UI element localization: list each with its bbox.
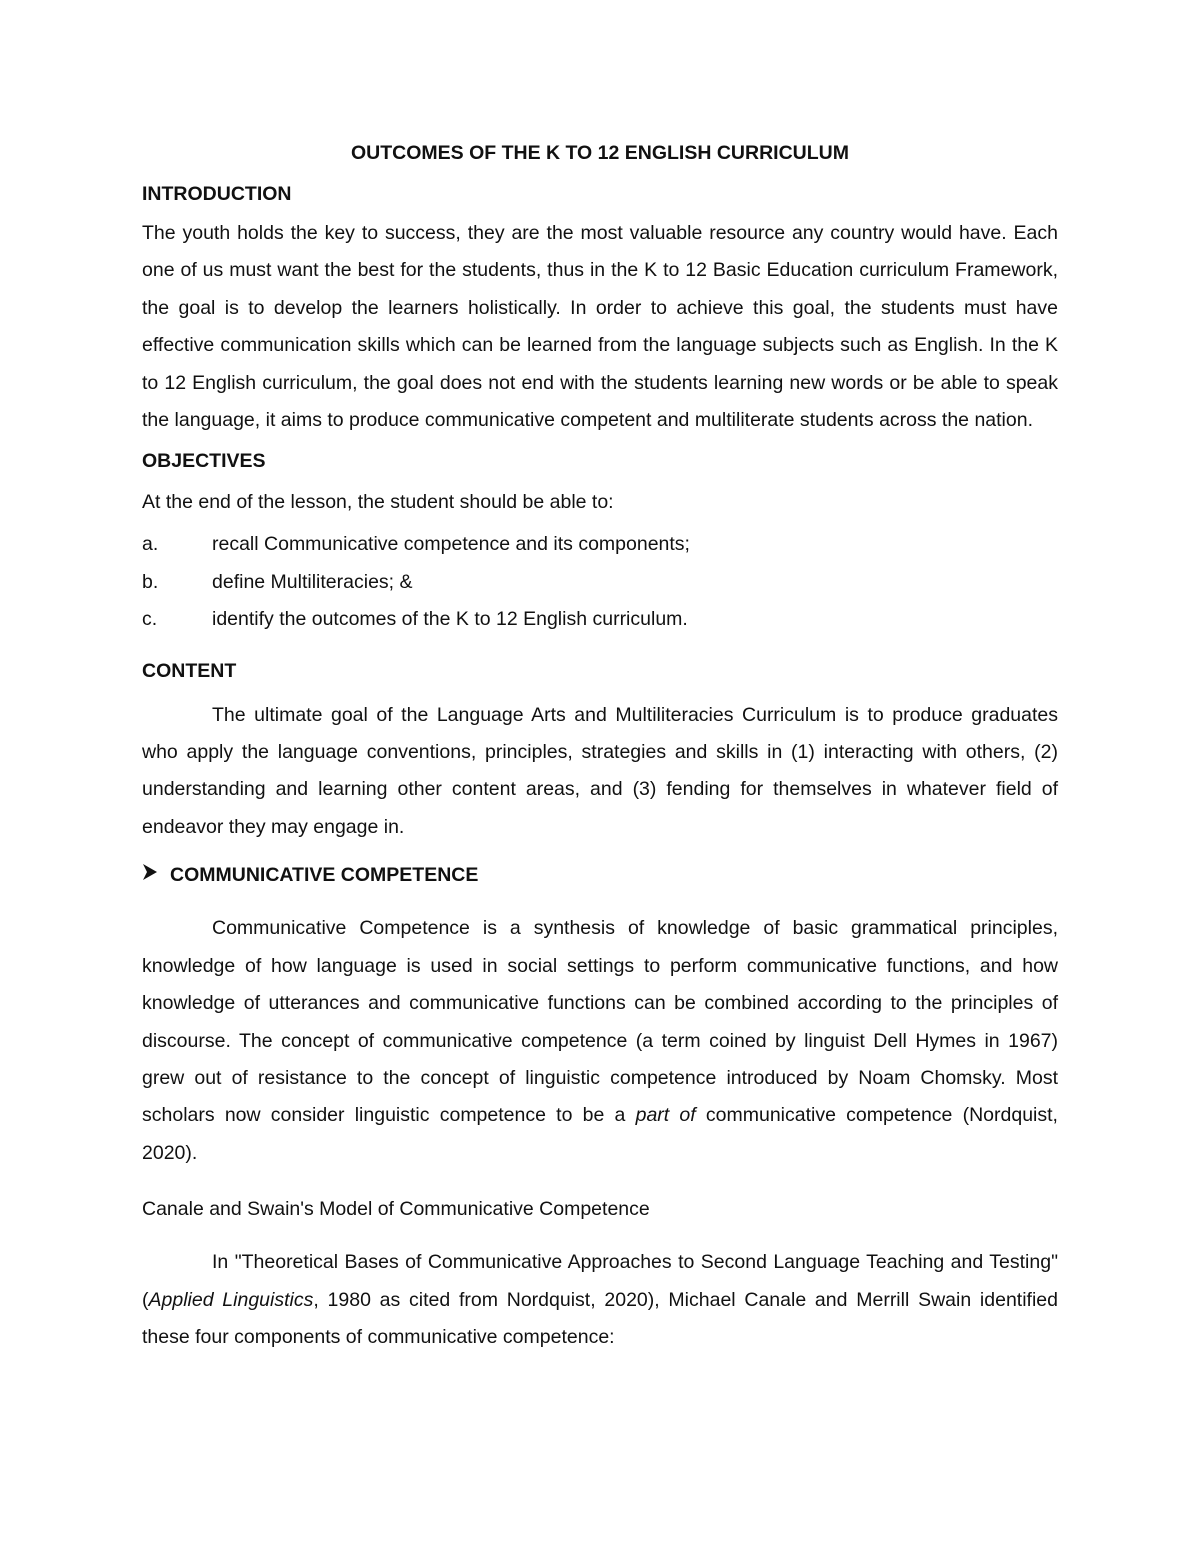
- objective-item: [142, 601, 1058, 638]
- cc-paragraph-italic: part of: [635, 1104, 696, 1127]
- objectives-heading: OBJECTIVES: [142, 450, 266, 473]
- cc-paragraph-main: Communicative Competence is a synthesis of knowledge of basic grammatical principles, knowledge of how language is used in social settings to perform communicative functions, and how knowledge of utterances and communicative functions can be combined according to the principles of discourse. The concept of communicative competence (a term coined by linguist Dell Hymes in 1967) grew out of resistance to the concept of linguistic competence introduced by Noam Chomsky. Most scholars now consider linguistic competence to be a: [142, 917, 1058, 1127]
- objective-marker: c.: [142, 608, 158, 631]
- objective-text: recall Communicative competence and its components;: [212, 533, 690, 556]
- objective-text: identify the outcomes of the K to 12 English curriculum.: [212, 608, 688, 631]
- objective-marker: a.: [142, 533, 159, 556]
- communicative-competence-paragraph: [142, 910, 1058, 1172]
- objective-item: [142, 564, 1058, 601]
- objective-marker: b.: [142, 570, 159, 593]
- objective-item: [142, 526, 1058, 563]
- cs-paragraph-end: , 1980 as cited from Nordquist, 2020), Michael Canale and Merrill Swain identified these four components of communicative competence:: [142, 1288, 1058, 1348]
- objective-text: define Multiliteracies; &: [212, 570, 413, 593]
- cs-paragraph-italic: Applied Linguistics: [148, 1288, 314, 1311]
- arrow-bullet-icon: [142, 860, 170, 890]
- cs-paragraph-start: In "Theoretical Bases of Communicative Approaches to Second Language Teaching and Testing" (: [142, 1251, 1058, 1311]
- objectives-list: [142, 526, 1058, 638]
- objectives-lead: At the end of the lesson, the student should be able to:: [142, 491, 614, 514]
- document-page: [142, 138, 1058, 1356]
- canale-swain-paragraph: [142, 1244, 1058, 1356]
- content-heading: CONTENT: [142, 659, 237, 682]
- introduction-paragraph: The youth holds the key to success, they are the most valuable resource any country would have. Each one of us must want the best for the students, thus in the K to 12 Basic Education curriculum Framework, the goal is to develop the learners holistically. In order to achieve this goal, the students must have effective communication skills which can be learned from the language subjects such as English. In the K to 12 English curriculum, the goal does not end with the students learning new words or be able to speak the language, it aims to produce communicative competent and multiliterate students across the nation.: [142, 222, 1058, 432]
- communicative-competence-heading: [142, 860, 1058, 890]
- page-title: OUTCOMES OF THE K TO 12 ENGLISH CURRICULUM: [351, 142, 849, 164]
- cc-paragraph-end: communicative competence (Nordquist, 2020).: [142, 1104, 1058, 1164]
- content-paragraph: The ultimate goal of the Language Arts and Multiliteracies Curriculum is to produce graduates who apply the language conventions, principles, strategies and skills in (1) interacting with others, (2) understanding and learning other content areas, and (3) fending for themselves in whatever field of endeavor they may engage in.: [142, 703, 1058, 838]
- canale-swain-subheading: Canale and Swain's Model of Communicative Competence: [142, 1198, 650, 1221]
- introduction-heading: INTRODUCTION: [142, 183, 292, 205]
- communicative-competence-heading-text: COMMUNICATIVE COMPETENCE: [170, 864, 479, 887]
